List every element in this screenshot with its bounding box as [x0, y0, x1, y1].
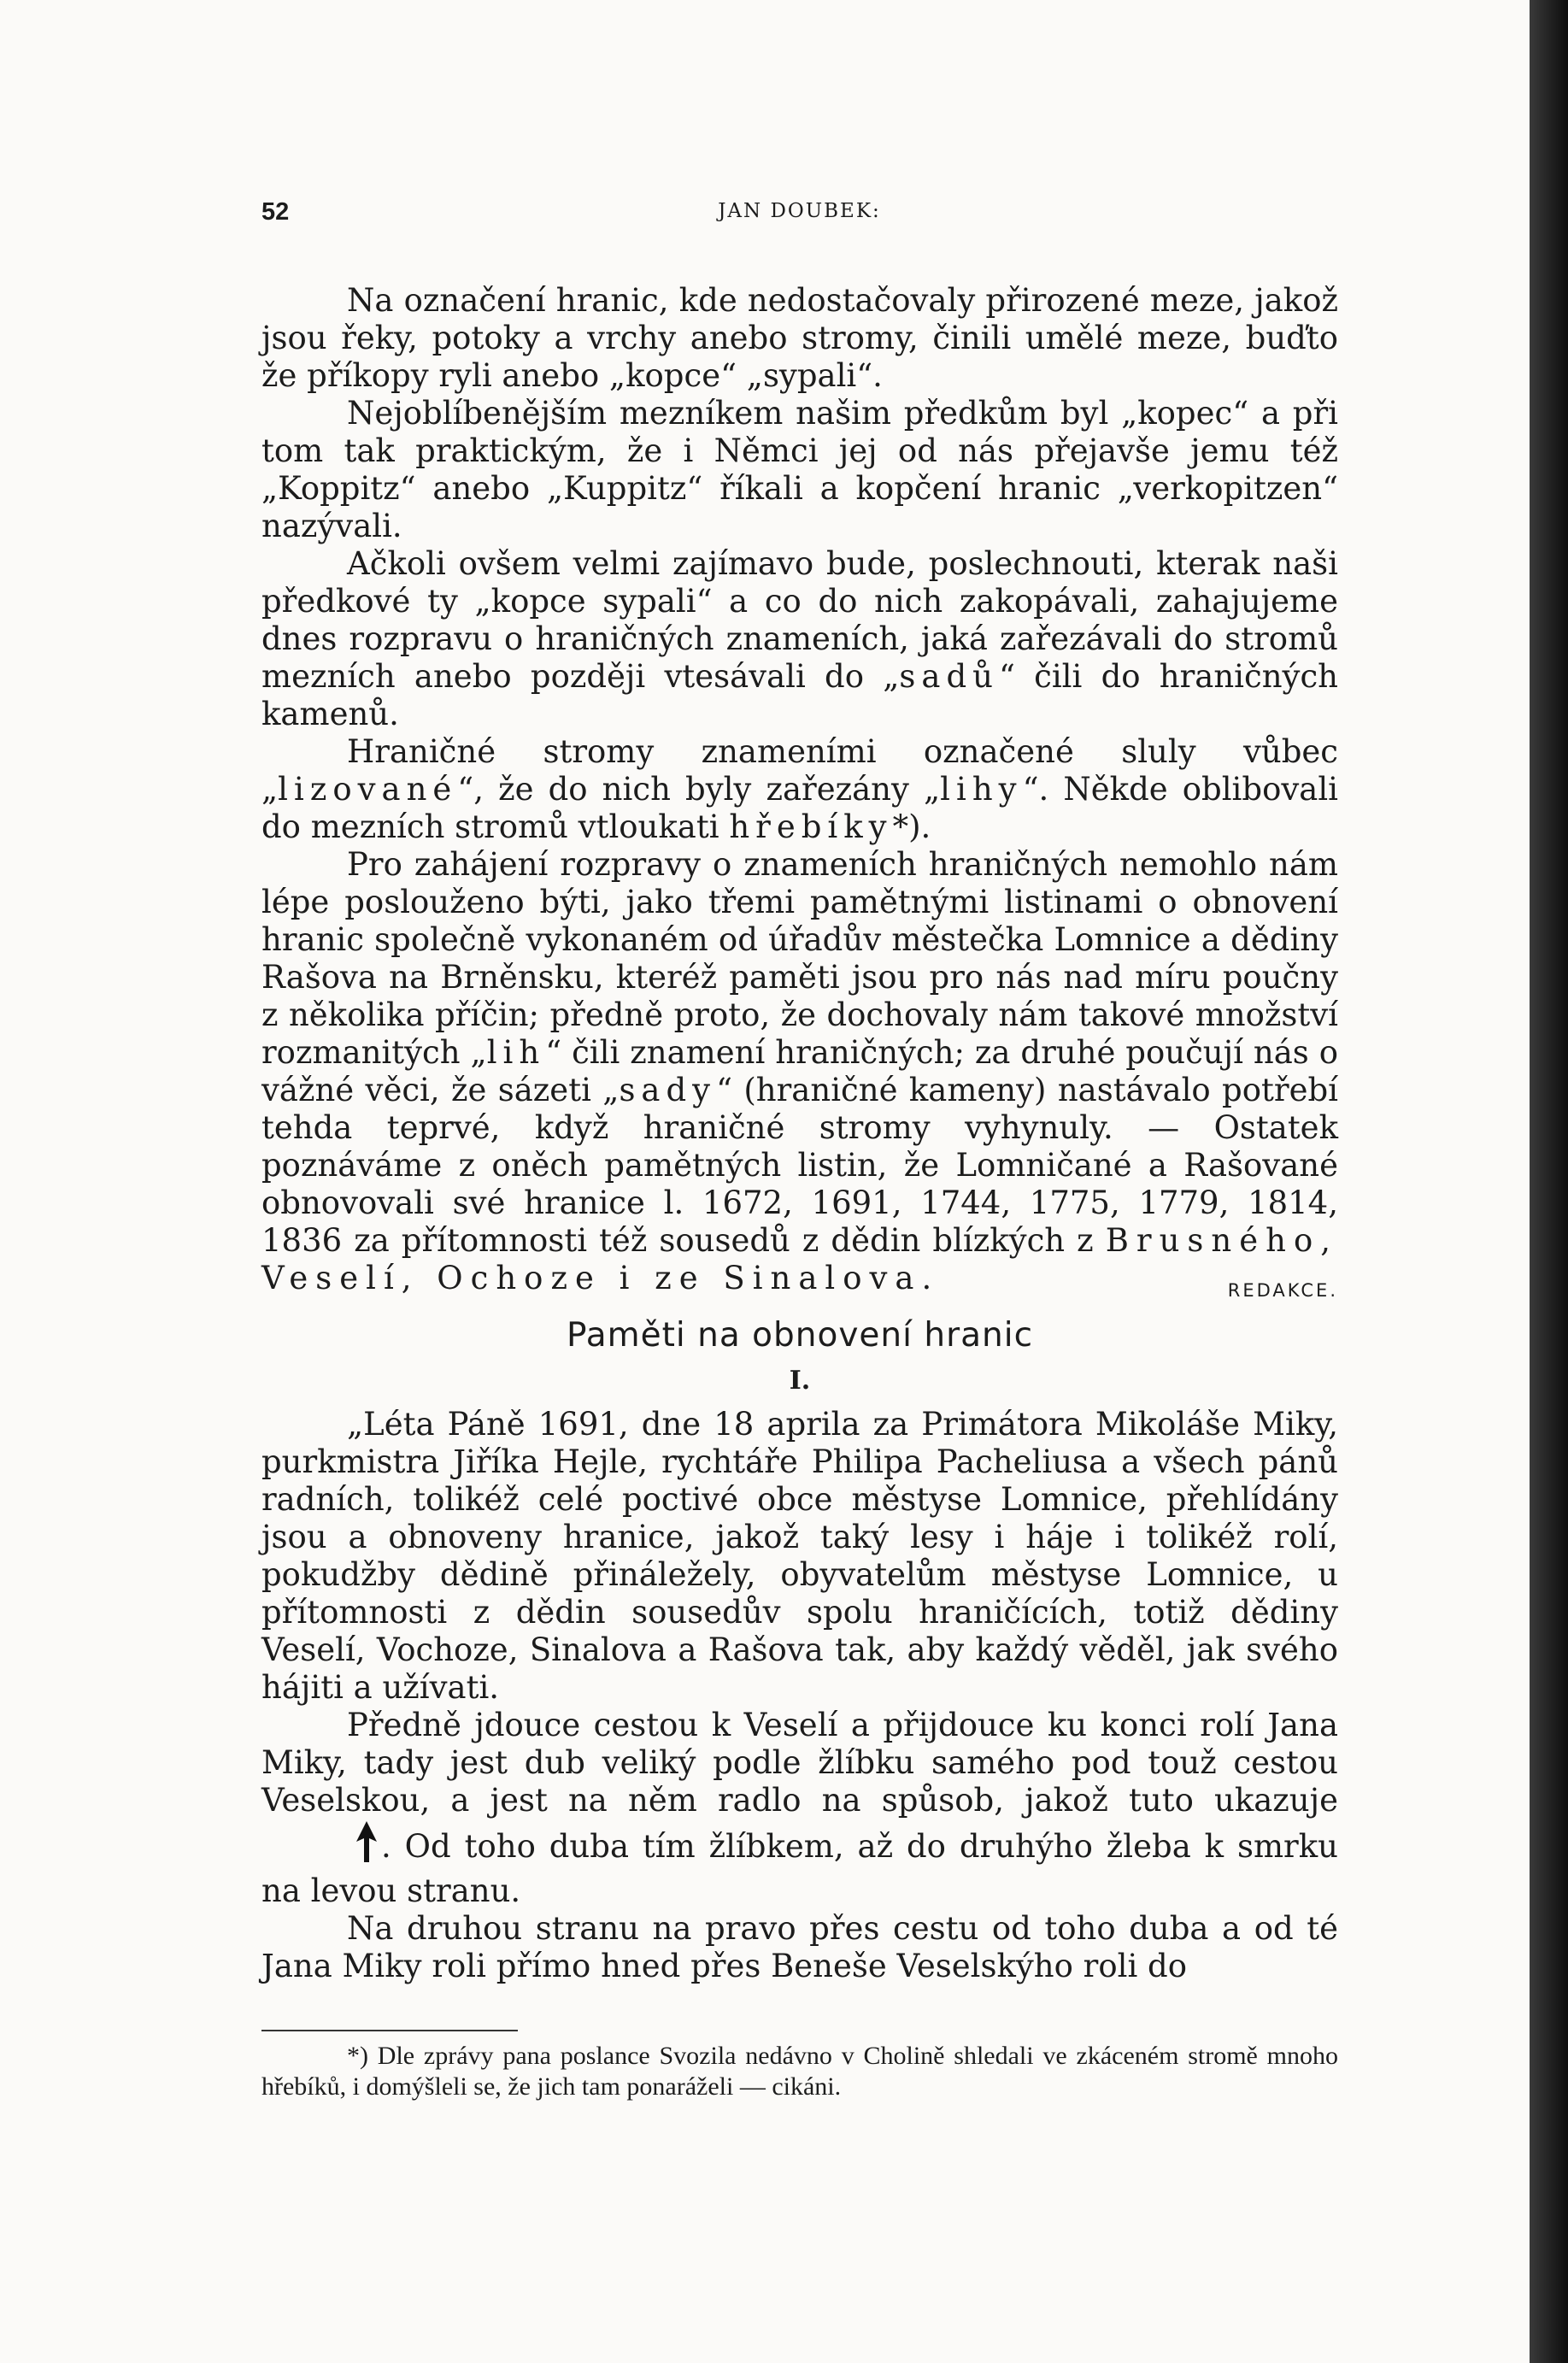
intro-paragraph-5 — [261, 846, 1338, 1301]
spaced-term-hrebiky: hřebíky — [729, 808, 893, 845]
intro-paragraph-2: Nejoblíbenějším mezníkem našim předkům byl „kopec“ a při tom tak praktickým, že i Němci jej od nás přejavše jemu též „Koppitz“ anebo „Kuppitz“ říkali a kopčení hranic „verkopitzen“ nazývali. — [261, 395, 1338, 544]
intro-paragraph-4-text: “, že do nich byly zařezány „ — [457, 771, 941, 808]
intro-paragraph-4-text: “. Někde oblibovali do mezních stromů vtloukati — [261, 771, 1338, 845]
document-transcription — [261, 1406, 1338, 1985]
editorial-signature: REDAKCE. — [1227, 1280, 1338, 1301]
footnote-text: *) Dle zprávy pana poslance Svozila nedávno v Cholině shledali ve zkáceném stromě mnoho hřebíků, i domýšleli se, že jich tam ponaráželi — cikáni. — [261, 2042, 1338, 2101]
spaced-term-sady: sadů — [899, 658, 999, 695]
spaced-term-lih: lih — [486, 1034, 546, 1071]
intro-paragraph-4-text: Hraničné stromy znameními označené sluly vůbec „ — [261, 733, 1338, 808]
section-number: I. — [789, 1366, 811, 1396]
intro-paragraph-4 — [261, 733, 1338, 846]
spaced-term-lizovane: lizované — [278, 771, 458, 808]
intro-paragraph-5-text: “ (hraničné kameny) nastávalo potřebí tehda teprvé, když hraničné stromy vyhynuly. — Ostatek poznáváme z oněch pamětných listin, že Lomničané a Rašované obnovovali své hranice l. 1672, 1691, 1744, 1775, 1779, 1814, 1836 za přítomnosti též sousedů z dědin blízkých z — [261, 1072, 1338, 1259]
intro-paragraph-3 — [261, 545, 1338, 733]
document-paragraph-3: Na druhou stranu na pravo přes cestu od toho duba a od té Jana Miky roli přímo hned přes Beneše Veselskýho roli do — [261, 1910, 1338, 1984]
footnote-divider — [261, 2030, 518, 2031]
document-paragraph-2-text: . Od toho duba tím žlíbkem, až do druhýho žleba k smrku na levou stranu. — [261, 1828, 1338, 1909]
document-paragraph-2 — [261, 1707, 1338, 1910]
document-paragraph-1: „Léta Páně 1691, dne 18 aprila za Primátora Mikoláše Miky, purkmistra Jiříka Hejle, rychtáře Philipa Pacheliusa a všech pánů radních, tolikéž celé poctivé obce městyse Lomnice, přehlídány jsou a obnoveny hranice, jakož taký lesy i háje i tolikéž rolí, pokudžby dědině přináležely, obyvatelům městyse Lomnice, u přítomnosti z dědin sousedův spolu hraničících, totiž dědiny Veselí, Vochoze, Sinalova a Rašova tak, aby každý věděl, jak svého hájiti a užívati. — [261, 1406, 1338, 1706]
spaced-place-names: Brusného, Veselí, Ochoze i ze Sinalova. — [261, 1222, 1338, 1296]
page-number: 52 — [261, 198, 290, 226]
section-title: Paměti na obnovení hranic — [566, 1316, 1034, 1355]
radlo-arrow-icon — [270, 1819, 378, 1872]
editorial-introduction — [261, 282, 1338, 1309]
scan-edge-shadow — [1530, 0, 1568, 2363]
spaced-term-sady: sady — [619, 1072, 717, 1108]
document-paragraph-2-text: Předně jdouce cestou k Veselí a přijdouce ku konci rolí Jana Miky, tady jest dub veliký podle žlíbku samého pod touž cestou Veselskou, a jest na něm radlo na spůsob, jakož tuto ukazuje — [261, 1707, 1338, 1819]
intro-paragraph-5-text: Pro zahájení rozpravy o znameních hraničných nemohlo nám lépe poslouženo býti, jako třemi pamětnými listinami o obnovení hranic společně vykonaném od úřadův městečka Lomnice a dědiny Rašova na Brněnsku, kteréž paměti jsou pro nás nad míru poučny z několika příčin; předně proto, že dochovaly nám takové množství rozmanitých „ — [261, 846, 1338, 1071]
spaced-term-lihy: lihy — [940, 771, 1023, 808]
intro-paragraph-3-text: “ čili do hraničných kamenů. — [261, 658, 1338, 732]
intro-paragraph-5-text: “ čili znamení hraničných; za druhé poučují nás o vážné věci, že sázeti „ — [261, 1034, 1338, 1108]
footnote — [261, 2041, 1338, 2102]
footnote-marker: *). — [892, 808, 931, 845]
running-head — [261, 198, 1337, 232]
intro-paragraph-1: Na označení hranic, kde nedostačovaly přirozené meze, jakož jsou řeky, potoky a vrchy anebo stromy, činili umělé meze, buďto že příkopy ryli anebo „kopce“ „sypali“. — [261, 282, 1338, 394]
intro-paragraph-3-text: Ačkoli ovšem velmi zajímavo bude, poslechnouti, kterak naši předkové ty „kopce sypali“ a co do nich zakopávali, zahajujeme dnes rozpravu o hraničných znameních, jaká zařezávali do stromů mezních anebo později vtesávali do „ — [261, 545, 1338, 695]
running-title: JAN DOUBEK: — [718, 200, 881, 222]
